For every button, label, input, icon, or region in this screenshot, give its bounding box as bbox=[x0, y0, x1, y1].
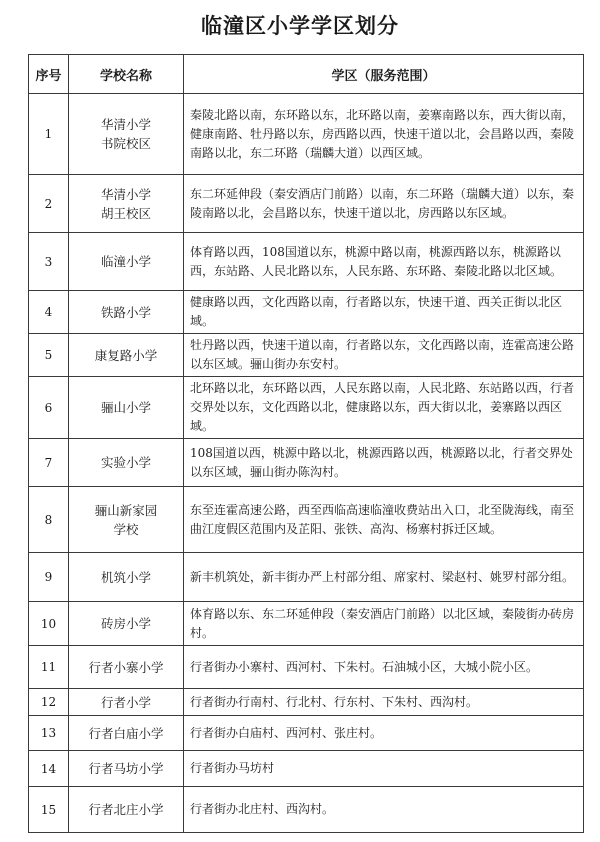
service-area: 牡丹路以西，快速干道以南，行者路以东，文化西路以南，连霍高速公路以东区域。骊山街办东安村。 bbox=[184, 334, 584, 377]
school-name-line: 临潼小学 bbox=[100, 254, 151, 269]
row-index: 15 bbox=[29, 787, 69, 833]
school-name-line: 华清小学 bbox=[100, 186, 151, 202]
page-title: 临潼区小学学区划分 bbox=[201, 14, 399, 38]
service-area: 108国道以西，桃源中路以北，桃源西路以西，桃源路以北，行者交界处以东区域，骊山街办陈沟村。 bbox=[184, 439, 584, 487]
row-index: 4 bbox=[29, 291, 69, 334]
school-name bbox=[69, 377, 184, 439]
row-index: 12 bbox=[29, 689, 69, 716]
school-name-line: 行者小学 bbox=[100, 694, 151, 710]
row-index: 11 bbox=[29, 646, 69, 689]
school-name bbox=[69, 334, 184, 377]
service-area: 行者街办北庄村、西沟村。 bbox=[184, 787, 584, 833]
school-name-line: 胡王校区 bbox=[100, 205, 151, 221]
school-name-line: 华清小学 bbox=[100, 117, 151, 132]
school-name bbox=[69, 689, 184, 716]
school-name-line: 行者小寨小学 bbox=[88, 659, 164, 675]
service-area: 体育路以西，108国道以东，桃源中路以南，桃源西路以东，桃源路以西，东站路、人民北路以东，人民东路、东环路、秦陵北路以北区域。 bbox=[184, 233, 584, 291]
table-row bbox=[29, 787, 584, 833]
service-area: 北环路以北，东环路以西，人民东路以南，人民北路、东站路以西，行者交界处以东，文化西路以北，健康路以东，西大街以北，姜寨路以西区域。 bbox=[184, 377, 584, 439]
service-area: 行者街办马坊村 bbox=[184, 751, 584, 787]
table-row bbox=[29, 233, 584, 291]
school-name-line: 砖房小学 bbox=[100, 616, 151, 631]
row-index: 5 bbox=[29, 334, 69, 377]
school-name bbox=[69, 553, 184, 602]
service-area: 行者街办行南村、行北村、行东村、下朱村、西沟村。 bbox=[184, 689, 584, 716]
service-area: 东二环延伸段（秦安酒店门前路）以南，东二环路（瑞麟大道）以东，秦陵南路以北，会昌路以东，快速干道以北，房西路以东区域。 bbox=[184, 175, 584, 233]
service-area: 新丰机筑处，新丰街办严上村部分组、席家村、梁赵村、姚罗村部分组。 bbox=[184, 553, 584, 602]
service-area: 秦陵北路以南，东环路以东，北环路以南，姜寨南路以东，西大街以南，健康南路、牡丹路以东，房西路以西，快速干道以北，会昌路以西，秦陵南路以北，东二环路（瑞麟大道）以西区域。 bbox=[184, 94, 584, 175]
table-row bbox=[29, 334, 584, 377]
table-row bbox=[29, 487, 584, 553]
school-name bbox=[69, 439, 184, 487]
school-name bbox=[69, 787, 184, 833]
row-index: 8 bbox=[29, 487, 69, 553]
service-area: 行者街办小寨村、西河村、下朱村。石油城小区，大城小院小区。 bbox=[184, 646, 584, 689]
school-name bbox=[69, 646, 184, 689]
school-name-line: 机筑小学 bbox=[100, 569, 151, 585]
table-row bbox=[29, 553, 584, 602]
header-school: 学校名称 bbox=[69, 55, 184, 94]
row-index: 13 bbox=[29, 716, 69, 751]
school-name bbox=[69, 233, 184, 291]
school-name bbox=[69, 291, 184, 334]
table-row bbox=[29, 175, 584, 233]
school-name bbox=[69, 602, 184, 646]
school-name bbox=[69, 94, 184, 175]
school-name-line: 学校 bbox=[113, 521, 139, 537]
school-name bbox=[69, 487, 184, 553]
service-area: 行者街办白庙村、西河村、张庄村。 bbox=[184, 716, 584, 751]
row-index: 10 bbox=[29, 602, 69, 646]
service-area: 东至连霍高速公路，西至西临高速临潼收费站出入口，北至陇海线，南至曲江度假区范围内及芷阳、张铁、高沟、杨寨村拆迁区域。 bbox=[184, 487, 584, 553]
school-name-line: 铁路小学 bbox=[100, 304, 151, 320]
school-name-line: 行者北庄小学 bbox=[88, 802, 164, 817]
school-name bbox=[69, 751, 184, 787]
table-row bbox=[29, 377, 584, 439]
school-name-line: 康复路小学 bbox=[94, 347, 158, 363]
service-area: 健康路以西，文化西路以南，行者路以东，快速干道、西关正街以北区域。 bbox=[184, 291, 584, 334]
school-name-line: 书院校区 bbox=[100, 136, 151, 151]
table-row bbox=[29, 602, 584, 646]
row-index: 6 bbox=[29, 377, 69, 439]
table-row bbox=[29, 751, 584, 787]
row-index: 7 bbox=[29, 439, 69, 487]
row-index: 2 bbox=[29, 175, 69, 233]
table-row bbox=[29, 94, 584, 175]
header-area: 学区（服务范围） bbox=[184, 55, 584, 94]
table-header-row bbox=[29, 55, 584, 94]
school-name-line: 实验小学 bbox=[100, 455, 151, 470]
header-index: 序号 bbox=[29, 55, 69, 94]
table-row bbox=[29, 291, 584, 334]
row-index: 9 bbox=[29, 553, 69, 602]
school-name-line: 行者白庙小学 bbox=[88, 725, 164, 741]
school-name bbox=[69, 175, 184, 233]
row-index: 3 bbox=[29, 233, 69, 291]
table-row bbox=[29, 689, 584, 716]
school-name bbox=[69, 716, 184, 751]
table-row bbox=[29, 646, 584, 689]
row-index: 14 bbox=[29, 751, 69, 787]
table-row bbox=[29, 439, 584, 487]
service-area: 体育路以东、东二环延伸段（秦安酒店门前路）以北区域，秦陵街办砖房村。 bbox=[184, 602, 584, 646]
school-name-line: 骊山新家园 bbox=[94, 502, 158, 518]
row-index: 1 bbox=[29, 94, 69, 175]
school-name-line: 行者马坊小学 bbox=[88, 761, 164, 776]
table-row bbox=[29, 716, 584, 751]
school-district-table bbox=[28, 54, 584, 833]
school-name-line: 骊山小学 bbox=[100, 400, 151, 415]
